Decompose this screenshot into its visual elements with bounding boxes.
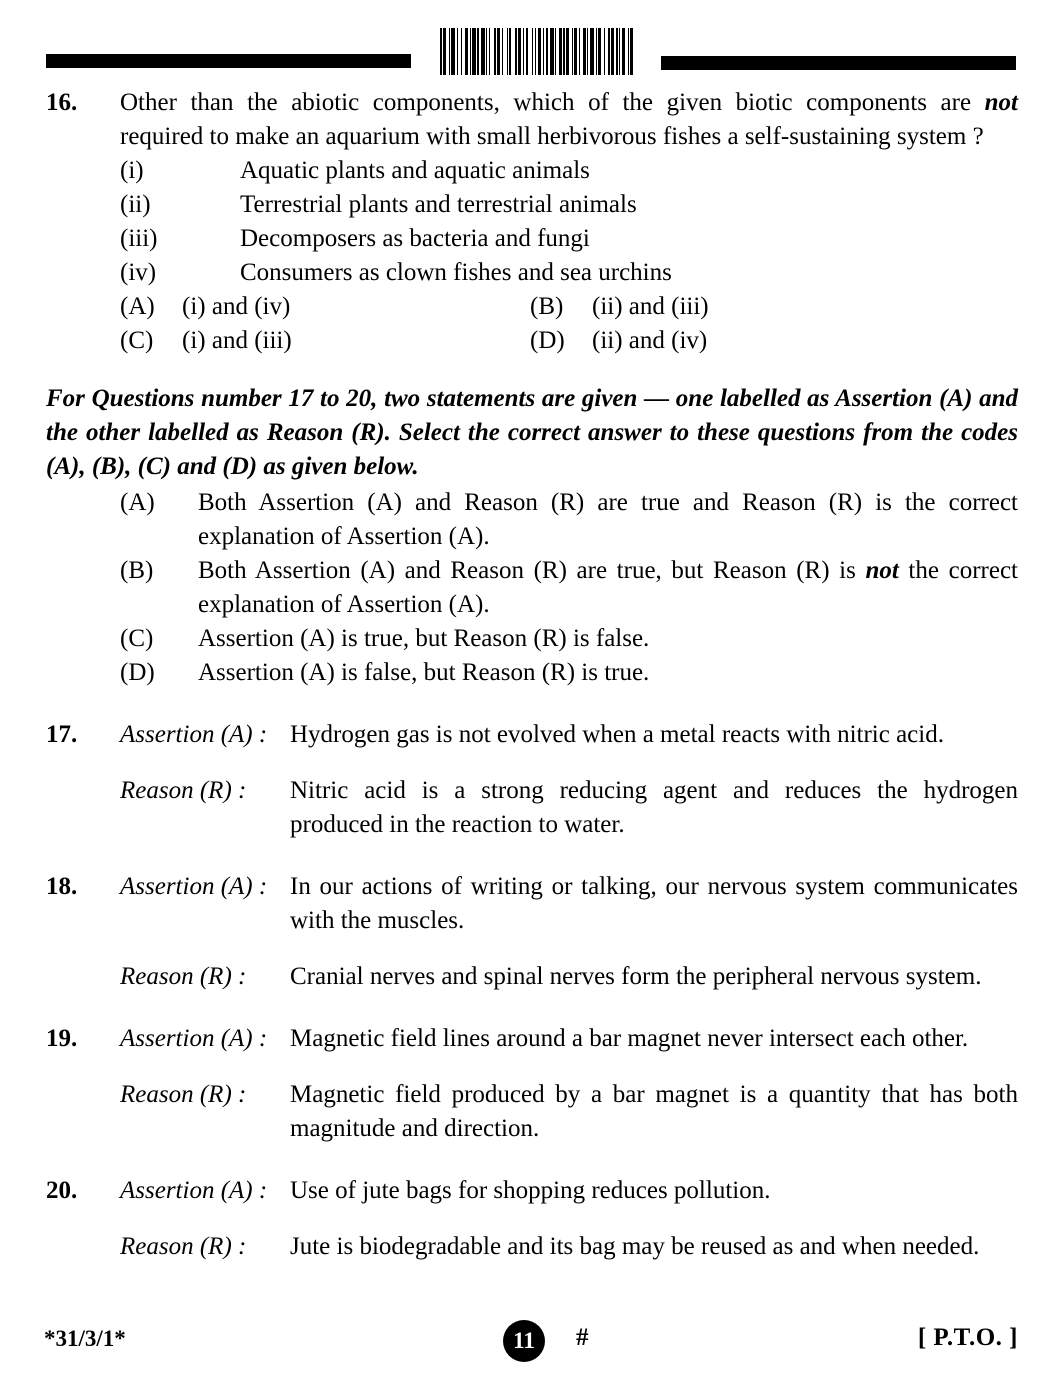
question-16-number: 16. [46, 89, 78, 116]
statement-item-i [120, 154, 1018, 188]
code-a-label: (A) [120, 489, 155, 516]
code-c-label: (C) [120, 625, 154, 652]
page-number-badge: 11 [503, 1320, 545, 1362]
question-18-reason-text: Cranial nerves and spinal nerves form the peripheral nervous system. [290, 963, 982, 990]
code-c-text-part1: Assertion (A) is true, but Reason (R) is false. [198, 625, 650, 652]
question-20-number: 20. [46, 1177, 78, 1204]
question-18-assertion-text: In our actions of writing or talking, our nervous system communicates with the muscles. [290, 873, 1018, 934]
page-footer [0, 1320, 1046, 1370]
question-20-assertion-text: Use of jute bags for shopping reduces pollution. [290, 1177, 771, 1204]
page-content [0, 86, 1046, 1264]
option-c[interactable] [120, 324, 530, 358]
option-b[interactable] [530, 290, 709, 324]
option-a[interactable] [120, 290, 530, 324]
question-19-assertion-text: Magnetic field lines around a bar magnet never intersect each other. [290, 1025, 969, 1052]
question-20-reason [46, 1230, 1018, 1264]
statement-text-iii: Decomposers as bacteria and fungi [240, 225, 590, 252]
code-a-text-part1: Both Assertion (A) and Reason (R) are true and Reason (R) is the correct explanation of Assertion (A). [198, 489, 1018, 550]
question-18-number: 18. [46, 873, 78, 900]
question-16-stem-part1: Other than the abiotic components, which of the given biotic components are [120, 89, 985, 116]
code-b-emphasis: not [865, 557, 899, 584]
statement-item-iii [120, 222, 1018, 256]
option-c-text: (i) and (iii) [182, 327, 292, 354]
black-bar-left-decoration [46, 54, 411, 68]
question-18-reason-label: Reason (R) : [120, 963, 247, 990]
question-17-reason-label: Reason (R) : [120, 777, 247, 804]
code-definition-d [120, 656, 1018, 690]
question-16 [0, 86, 1046, 154]
code-definition-b [120, 554, 1018, 622]
question-17-reason [46, 774, 1018, 842]
question-19-reason-text: Magnetic field produced by a bar magnet is a quantity that has both magnitude and direction. [290, 1081, 1018, 1142]
code-b-text-part2: the correct explanation of Assertion (A). [198, 557, 1018, 618]
page-header [0, 0, 1046, 82]
question-16-options [0, 290, 1046, 358]
barcode [440, 28, 635, 75]
statement-item-iv [120, 256, 1018, 290]
question-20-reason-text: Jute is biodegradable and its bag may be reused as and when needed. [290, 1233, 980, 1260]
question-17 [0, 718, 1046, 842]
question-20-assertion [46, 1174, 1018, 1208]
option-a-text: (i) and (iv) [182, 293, 291, 320]
option-row-2 [120, 324, 1046, 358]
answer-code-definitions [0, 486, 1046, 690]
question-17-assertion-text: Hydrogen gas is not evolved when a metal reacts with nitric acid. [290, 721, 944, 748]
paper-code: *31/3/1* [44, 1326, 126, 1351]
question-16-stem [120, 86, 1018, 154]
option-row-1 [120, 290, 1046, 324]
question-18-assertion-label: Assertion (A) : [120, 873, 268, 900]
question-17-assertion [46, 718, 1018, 752]
assertion-reason-instruction: For Questions number 17 to 20, two statements are given — one labelled as Assertion (A) and the other labelled as Reason (R). Select the correct answer to these questions from the codes (A), (B), (C) and (D) as given below. [46, 385, 1018, 480]
code-definition-c [120, 622, 1018, 656]
pto-marker: [ P.T.O. ] [917, 1324, 1018, 1351]
statement-text-iv: Consumers as clown fishes and sea urchins [240, 259, 672, 286]
option-b-label: (B) [530, 293, 564, 320]
option-d[interactable] [530, 324, 707, 358]
question-20 [0, 1174, 1046, 1264]
statement-marker-i: (i) [120, 157, 144, 184]
question-16-stem-part2: required to make an aquarium with small herbivorous fishes a self-sustaining system ? [120, 123, 984, 150]
question-18 [0, 870, 1046, 994]
question-17-assertion-label: Assertion (A) : [120, 721, 268, 748]
question-19-reason-label: Reason (R) : [120, 1081, 247, 1108]
code-b-label: (B) [120, 557, 154, 584]
option-a-label: (A) [120, 293, 155, 320]
option-c-label: (C) [120, 327, 154, 354]
question-20-assertion-label: Assertion (A) : [120, 1177, 268, 1204]
question-19-assertion-label: Assertion (A) : [120, 1025, 268, 1052]
option-d-label: (D) [530, 327, 565, 354]
question-19-reason [46, 1078, 1018, 1146]
statement-text-i: Aquatic plants and aquatic animals [240, 157, 590, 184]
question-19-assertion [46, 1022, 1018, 1056]
statement-marker-ii: (ii) [120, 191, 151, 218]
statement-text-ii: Terrestrial plants and terrestrial animals [240, 191, 637, 218]
statement-marker-iv: (iv) [120, 259, 157, 286]
code-b-text-part1: Both Assertion (A) and Reason (R) are true, but Reason (R) is [198, 557, 866, 584]
question-19 [0, 1022, 1046, 1146]
hash-marker: # [576, 1324, 589, 1351]
code-d-label: (D) [120, 659, 155, 686]
option-b-text: (ii) and (iii) [592, 293, 709, 320]
question-20-reason-label: Reason (R) : [120, 1233, 247, 1260]
question-18-reason [46, 960, 1018, 994]
question-16-stem-emphasis: not [984, 89, 1018, 116]
question-17-number: 17. [46, 721, 78, 748]
black-bar-right-decoration [661, 56, 1016, 70]
question-16-statement-list [0, 154, 1046, 290]
question-17-reason-text: Nitric acid is a strong reducing agent and reduces the hydrogen produced in the reaction to water. [290, 777, 1018, 838]
option-d-text: (ii) and (iv) [592, 327, 708, 354]
statement-item-ii [120, 188, 1018, 222]
code-d-text-part1: Assertion (A) is false, but Reason (R) is true. [198, 659, 650, 686]
code-definition-a [120, 486, 1018, 554]
statement-marker-iii: (iii) [120, 225, 158, 252]
question-19-number: 19. [46, 1025, 78, 1052]
question-18-assertion [46, 870, 1018, 938]
